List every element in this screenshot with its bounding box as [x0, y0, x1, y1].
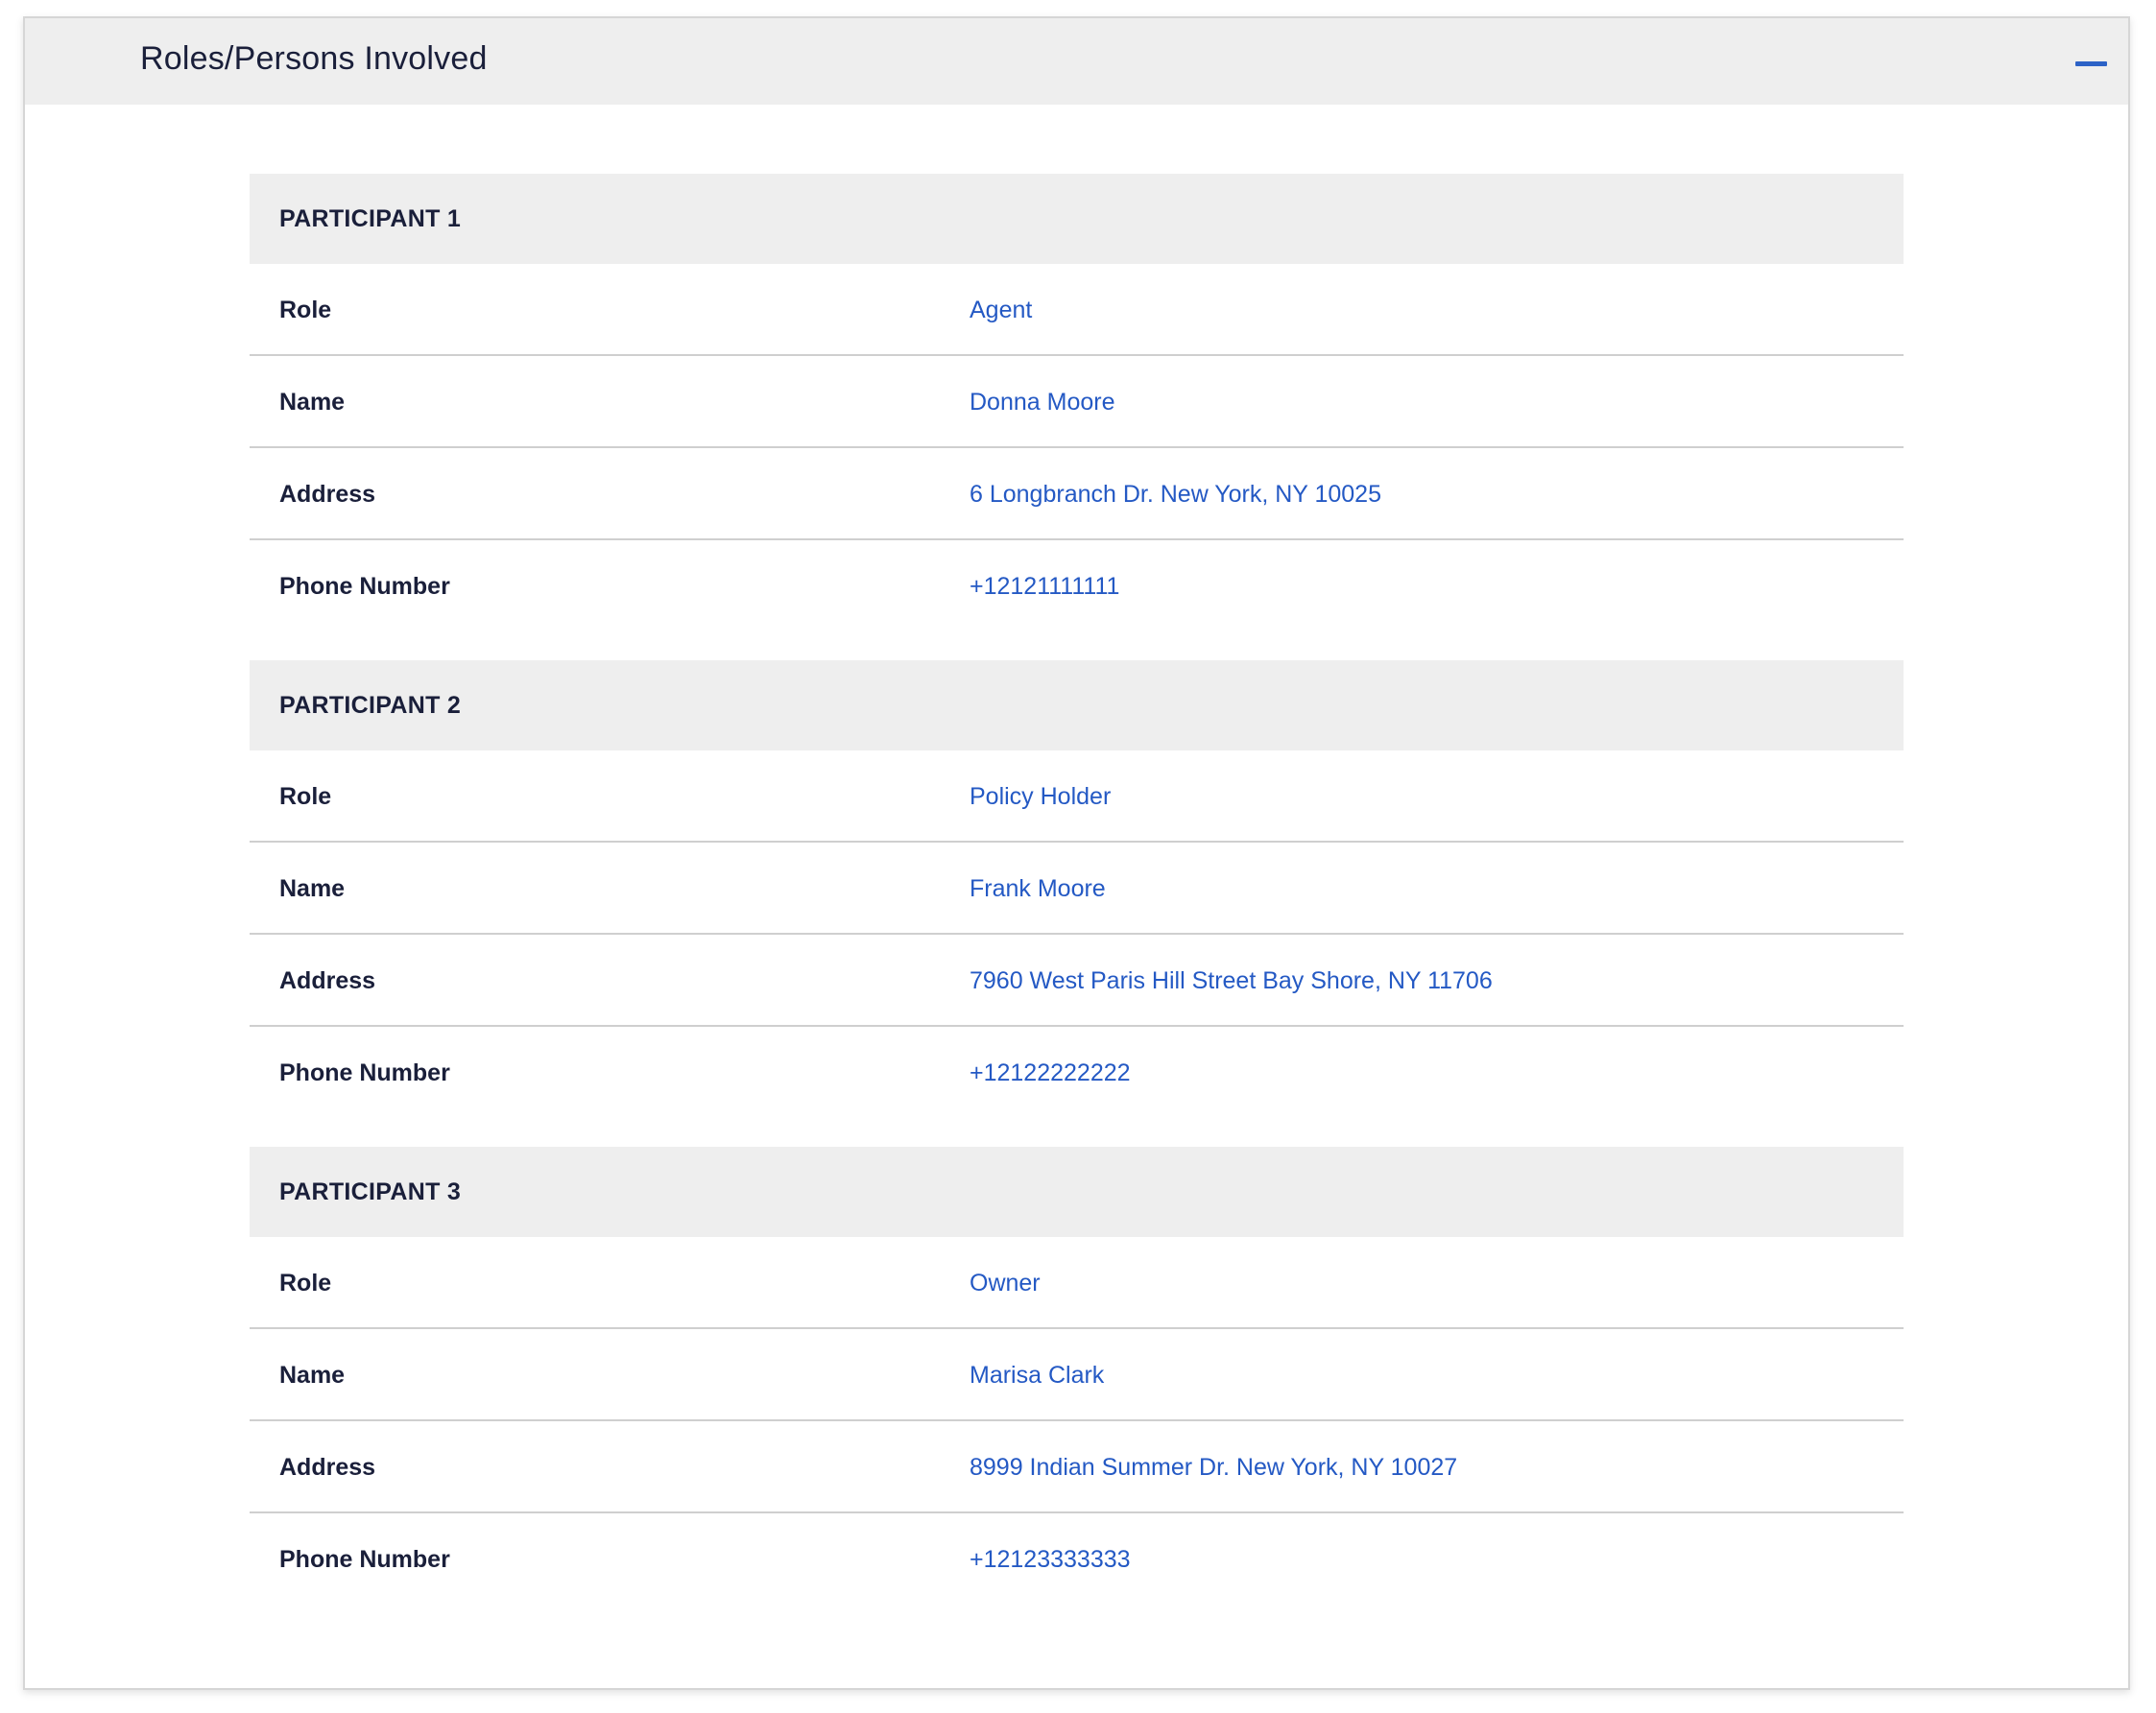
- participant-heading: PARTICIPANT 3: [250, 1147, 1904, 1237]
- name-value-link[interactable]: Marisa Clark: [970, 1362, 1105, 1389]
- address-row: [250, 1421, 1904, 1513]
- role-label: Role: [279, 1270, 332, 1297]
- phone-value-link[interactable]: +12122222222: [970, 1059, 1131, 1086]
- name-label: Name: [279, 389, 346, 416]
- name-value-link[interactable]: Donna Moore: [970, 389, 1115, 416]
- address-row: [250, 935, 1904, 1027]
- phone-label: Phone Number: [279, 1546, 450, 1573]
- roles-persons-panel: [23, 16, 2130, 1690]
- address-label: Address: [279, 967, 376, 994]
- phone-row: [250, 540, 1904, 632]
- address-label: Address: [279, 481, 376, 508]
- phone-label: Phone Number: [279, 573, 450, 600]
- name-value-link[interactable]: Frank Moore: [970, 875, 1106, 902]
- participant-card: [250, 660, 1904, 1119]
- phone-label: Phone Number: [279, 1059, 450, 1086]
- panel-title: Roles/Persons Involved: [140, 40, 488, 77]
- address-value-link[interactable]: 7960 West Paris Hill Street Bay Shore, NY 11706: [970, 967, 1493, 994]
- role-row: [250, 1237, 1904, 1329]
- phone-row: [250, 1027, 1904, 1119]
- phone-value-link[interactable]: +12121111111: [970, 573, 1120, 600]
- role-label: Role: [279, 783, 332, 810]
- name-row: [250, 1329, 1904, 1421]
- participants-list: [250, 174, 1904, 1633]
- address-row: [250, 448, 1904, 540]
- name-label: Name: [279, 875, 346, 902]
- role-row: [250, 750, 1904, 843]
- name-row: [250, 843, 1904, 935]
- role-value-link[interactable]: Policy Holder: [970, 783, 1112, 810]
- participant-card: [250, 1147, 1904, 1606]
- minus-icon: [2075, 61, 2107, 66]
- phone-value-link[interactable]: +12123333333: [970, 1546, 1131, 1573]
- participant-card: [250, 174, 1904, 632]
- phone-row: [250, 1513, 1904, 1606]
- name-label: Name: [279, 1362, 346, 1389]
- collapse-button[interactable]: [2072, 47, 2111, 76]
- role-value-link[interactable]: Owner: [970, 1270, 1041, 1297]
- role-value-link[interactable]: Agent: [970, 297, 1033, 323]
- role-label: Role: [279, 297, 332, 323]
- address-value-link[interactable]: 8999 Indian Summer Dr. New York, NY 10027: [970, 1454, 1458, 1481]
- panel-header[interactable]: [25, 18, 2128, 105]
- name-row: [250, 356, 1904, 448]
- address-value-link[interactable]: 6 Longbranch Dr. New York, NY 10025: [970, 481, 1381, 508]
- participant-heading: PARTICIPANT 2: [250, 660, 1904, 750]
- participant-heading: PARTICIPANT 1: [250, 174, 1904, 264]
- address-label: Address: [279, 1454, 376, 1481]
- role-row: [250, 264, 1904, 356]
